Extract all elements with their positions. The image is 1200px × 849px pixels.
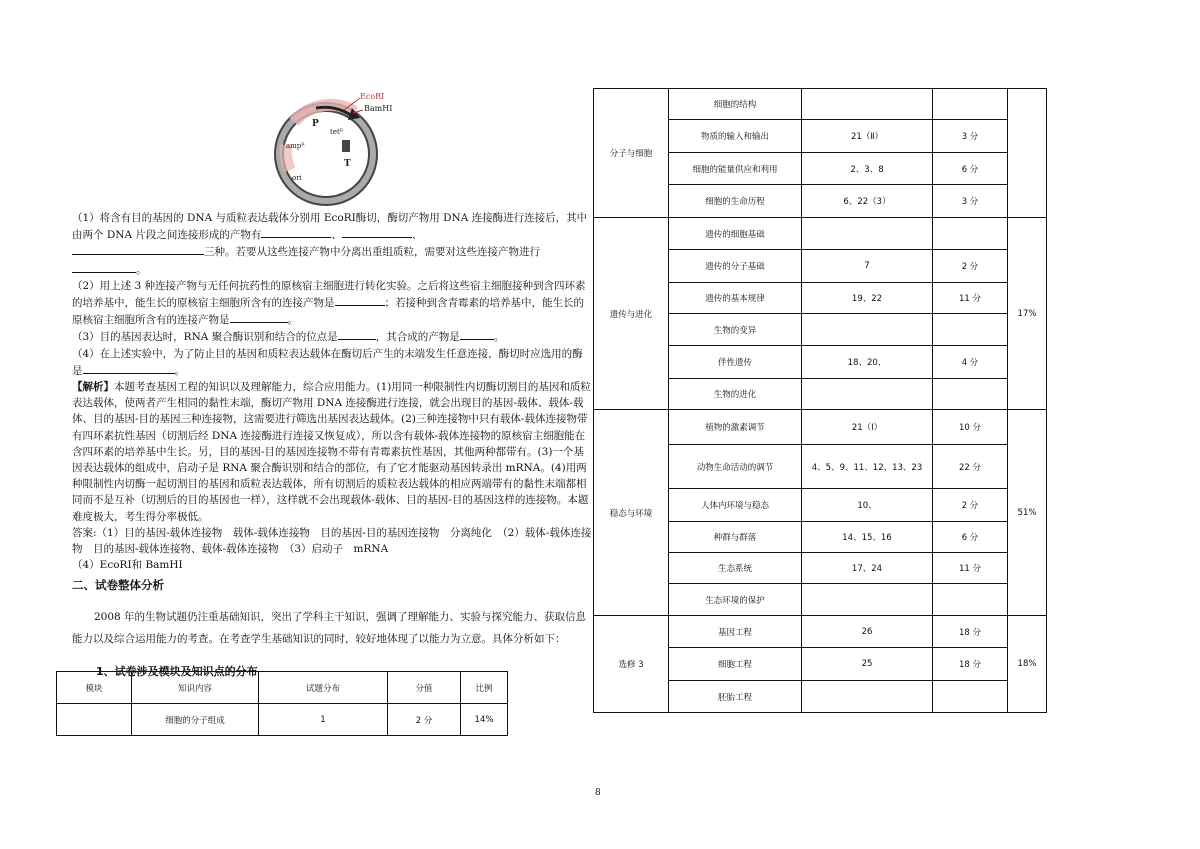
header-cell: 试题分布 [259, 672, 388, 704]
analysis: 【解析】本题考查基因工程的知识以及理解能力，综合应用能力。(1)用同一种限制性内切酶切割目的基因和质粒表达载体，使两者产生相同的黏性末端，酶切产物用 DNA 连接酶进行连接，就会出现目的基因-载体、载体-载体、目的基因-目的基因三种连接物，这需要进行筛选出基因表达载体。(2)三种连接物中只有载体-载体连接物带有四环素抗性基因（切割后经 DNA 连接酶进行连接又恢复成），所以含有载体-载体连接物的原核宿主细胞能在含四环素的培养基中生长。另，目的基因-目的基因连接物不带有青霉素抗性基因，其他两种都带有。(3)一个基因表达载体的组成中，启动子是 RNA 聚合酶识别和结合的部位，有了它才能驱动基因转录出 mRNA。(4)用两种限制性内切酶一起切割目的基因和质粒表达载体，所有切割后的质粒表达载体的相应两端带有的黏性末端都相同而不是互补（切割后的目的基因也一样），这样就不会出现载体-载体、目的基因-目的基因这样的连接物。本题难度极大，考生得分率极低。 [72, 381, 591, 523]
questions [72, 210, 592, 573]
label-tet: tetᴿ [330, 128, 344, 136]
blank [460, 328, 494, 340]
questions-cell: 14、15、16 [802, 522, 933, 553]
score-cell: 6 分 [933, 153, 1008, 185]
topic-cell: 生态环境的保护 [669, 584, 802, 616]
score-cell [933, 314, 1008, 346]
score-cell [933, 89, 1008, 120]
score-cell: 11 分 [933, 283, 1008, 314]
questions-cell [802, 218, 933, 250]
questions-cell [802, 681, 933, 713]
questions-cell: 21（Ⅰ） [802, 410, 933, 445]
topic-cell: 生物的进化 [669, 379, 802, 410]
section-heading: 二、试卷整体分析 [72, 578, 164, 593]
question-2: （2）用上述 3 种连接产物与无任何抗药性的原核宿主细胞进行转化实验。之后将这些宿主细胞接种到含四环素的培养基中，能生长的原核宿主细胞所含有的连接产物是 ；若接种到含青霉素的培养基中，能生长的原核宿主细胞所含有的连接产物是 。 [72, 279, 586, 327]
score-cell: 18 分 [933, 616, 1008, 648]
module-cell: 选修 3 [594, 616, 669, 713]
table-row [594, 89, 1047, 120]
topic-cell: 生态系统 [669, 553, 802, 584]
plasmid-diagram [260, 90, 430, 210]
table-row [57, 704, 508, 736]
table-cell: 1 [259, 704, 388, 736]
header-cell: 分值 [388, 672, 461, 704]
score-cell [933, 584, 1008, 616]
topic-cell: 遗传的细胞基础 [669, 218, 802, 250]
questions-cell [802, 89, 933, 120]
answer-line: 答案:（1）目的基因-载体连接物 载体-载体连接物 目的基因-目的基因连接物 分离纯化 （2）载体-载体连接物 目的基因-载体连接物、载体-载体连接物 （3）启动子 mRNA [72, 526, 592, 556]
score-cell [933, 379, 1008, 410]
topic-cell: 遗传的分子基础 [669, 250, 802, 283]
topic-cell: 动物生命活动的调节 [669, 445, 802, 489]
score-cell: 18 分 [933, 648, 1008, 681]
score-cell: 2 分 [933, 489, 1008, 522]
distribution-table-right [593, 88, 1047, 713]
blank [72, 261, 136, 273]
plasmid-svg [260, 90, 430, 210]
questions-cell: 2、3、8 [802, 153, 933, 185]
blank [83, 362, 175, 374]
topic-cell: 细胞的生命历程 [669, 185, 802, 218]
left-column [72, 90, 592, 680]
topic-cell: 基因工程 [669, 616, 802, 648]
score-cell: 10 分 [933, 410, 1008, 445]
topic-cell: 植物的激素调节 [669, 410, 802, 445]
questions-cell: 26 [802, 616, 933, 648]
blank [338, 328, 376, 340]
table-row [594, 410, 1047, 445]
topic-cell: 细胞的能量供应和利用 [669, 153, 802, 185]
blank [230, 311, 288, 323]
label-ecori: EcoRⅠ [360, 92, 385, 101]
score-cell: 2 分 [933, 250, 1008, 283]
blank [335, 294, 385, 306]
topic-cell: 种群与群落 [669, 522, 802, 553]
label-ori: ori [292, 174, 302, 182]
score-cell: 11 分 [933, 553, 1008, 584]
question-3: （3）目的基因表达时，RNA 聚合酶识别和结合的位点是 ，其合成的产物是 。 [72, 328, 592, 345]
questions-cell: 25 [802, 648, 933, 681]
questions-cell: 7 [802, 250, 933, 283]
header-cell: 知识内容 [132, 672, 259, 704]
distribution-table-left [56, 671, 508, 736]
score-cell: 22 分 [933, 445, 1008, 489]
module-cell: 分子与细胞 [594, 89, 669, 218]
header-cell: 模块 [57, 672, 132, 704]
label-p: P [312, 119, 319, 129]
questions-cell: 19、22 [802, 283, 933, 314]
score-cell: 3 分 [933, 185, 1008, 218]
section-paragraph: 2008 年的生物试题仍注重基础知识，突出了学科主干知识，强调了理解能力、实验与探究能力、获取信息能力以及综合运用能力的考查。在考查学生基础知识的同时，较好地体现了以能力为立意。具体分析如下： [72, 610, 587, 645]
topic-cell: 生物的变异 [669, 314, 802, 346]
questions-cell [802, 379, 933, 410]
table-cell: 2 分 [388, 704, 461, 736]
table-header-row [57, 672, 508, 704]
label-t: T [344, 159, 351, 169]
questions-cell: 4、5、9、11、12、13、23 [802, 445, 933, 489]
sub-heading: 1、试卷涉及模块及知识点的分布 [96, 664, 258, 678]
topic-cell: 伴性遗传 [669, 346, 802, 379]
module-cell: 遗传与进化 [594, 218, 669, 410]
topic-cell: 人体内环境与稳态 [669, 489, 802, 522]
questions-cell: 21（Ⅱ） [802, 120, 933, 153]
table-cell: 14% [461, 704, 508, 736]
topic-cell: 细胞的结构 [669, 89, 802, 120]
label-bamhi: BamHⅠ [364, 104, 393, 113]
questions-cell [802, 314, 933, 346]
table-row [594, 616, 1047, 648]
questions-cell: 10、 [802, 489, 933, 522]
questions-cell: 17、24 [802, 553, 933, 584]
score-cell: 6 分 [933, 522, 1008, 553]
answer-line-4: （4）EcoRⅠ和 BamHⅠ [72, 559, 183, 572]
blank [261, 226, 331, 238]
questions-cell: 18、20、 [802, 346, 933, 379]
header-cell: 比例 [461, 672, 508, 704]
table-cell [57, 704, 132, 736]
score-cell: 4 分 [933, 346, 1008, 379]
score-cell: 3 分 [933, 120, 1008, 153]
topic-cell: 细胞工程 [669, 648, 802, 681]
score-cell [933, 218, 1008, 250]
table-cell: 细胞的分子组成 [132, 704, 259, 736]
topic-cell: 遗传的基本规律 [669, 283, 802, 314]
page-number: 8 [595, 788, 601, 798]
percent-cell: 51% [1008, 410, 1047, 616]
label-amp: ampᴿ [286, 142, 305, 150]
percent-cell: 17% [1008, 218, 1047, 410]
blank [72, 243, 204, 255]
percent-cell [1008, 89, 1047, 218]
percent-cell: 18% [1008, 616, 1047, 713]
blank [342, 226, 412, 238]
score-cell [933, 681, 1008, 713]
questions-cell: 6、22（3） [802, 185, 933, 218]
question-1: （1）将含有目的基因的 DNA 与质粒表达载体分别用 EcoRⅠ酶切，酶切产物用 DNA 连接酶进行连接后，其中由两个 DNA 片段之间连接形成的产物有 、 、 三种。若要从这些连接产物中分离出重组质粒，需要对这些连接产物进行。 [72, 212, 588, 276]
questions-cell [802, 584, 933, 616]
question-4: （4）在上述实验中，为了防止目的基因和质粒表达载体在酶切后产生的末端发生任意连接，酶切时应选用的酶是 。 [72, 347, 583, 377]
topic-cell: 物质的输入和输出 [669, 120, 802, 153]
module-cell: 稳态与环境 [594, 410, 669, 616]
topic-cell: 胚胎工程 [669, 681, 802, 713]
table-row [594, 218, 1047, 250]
